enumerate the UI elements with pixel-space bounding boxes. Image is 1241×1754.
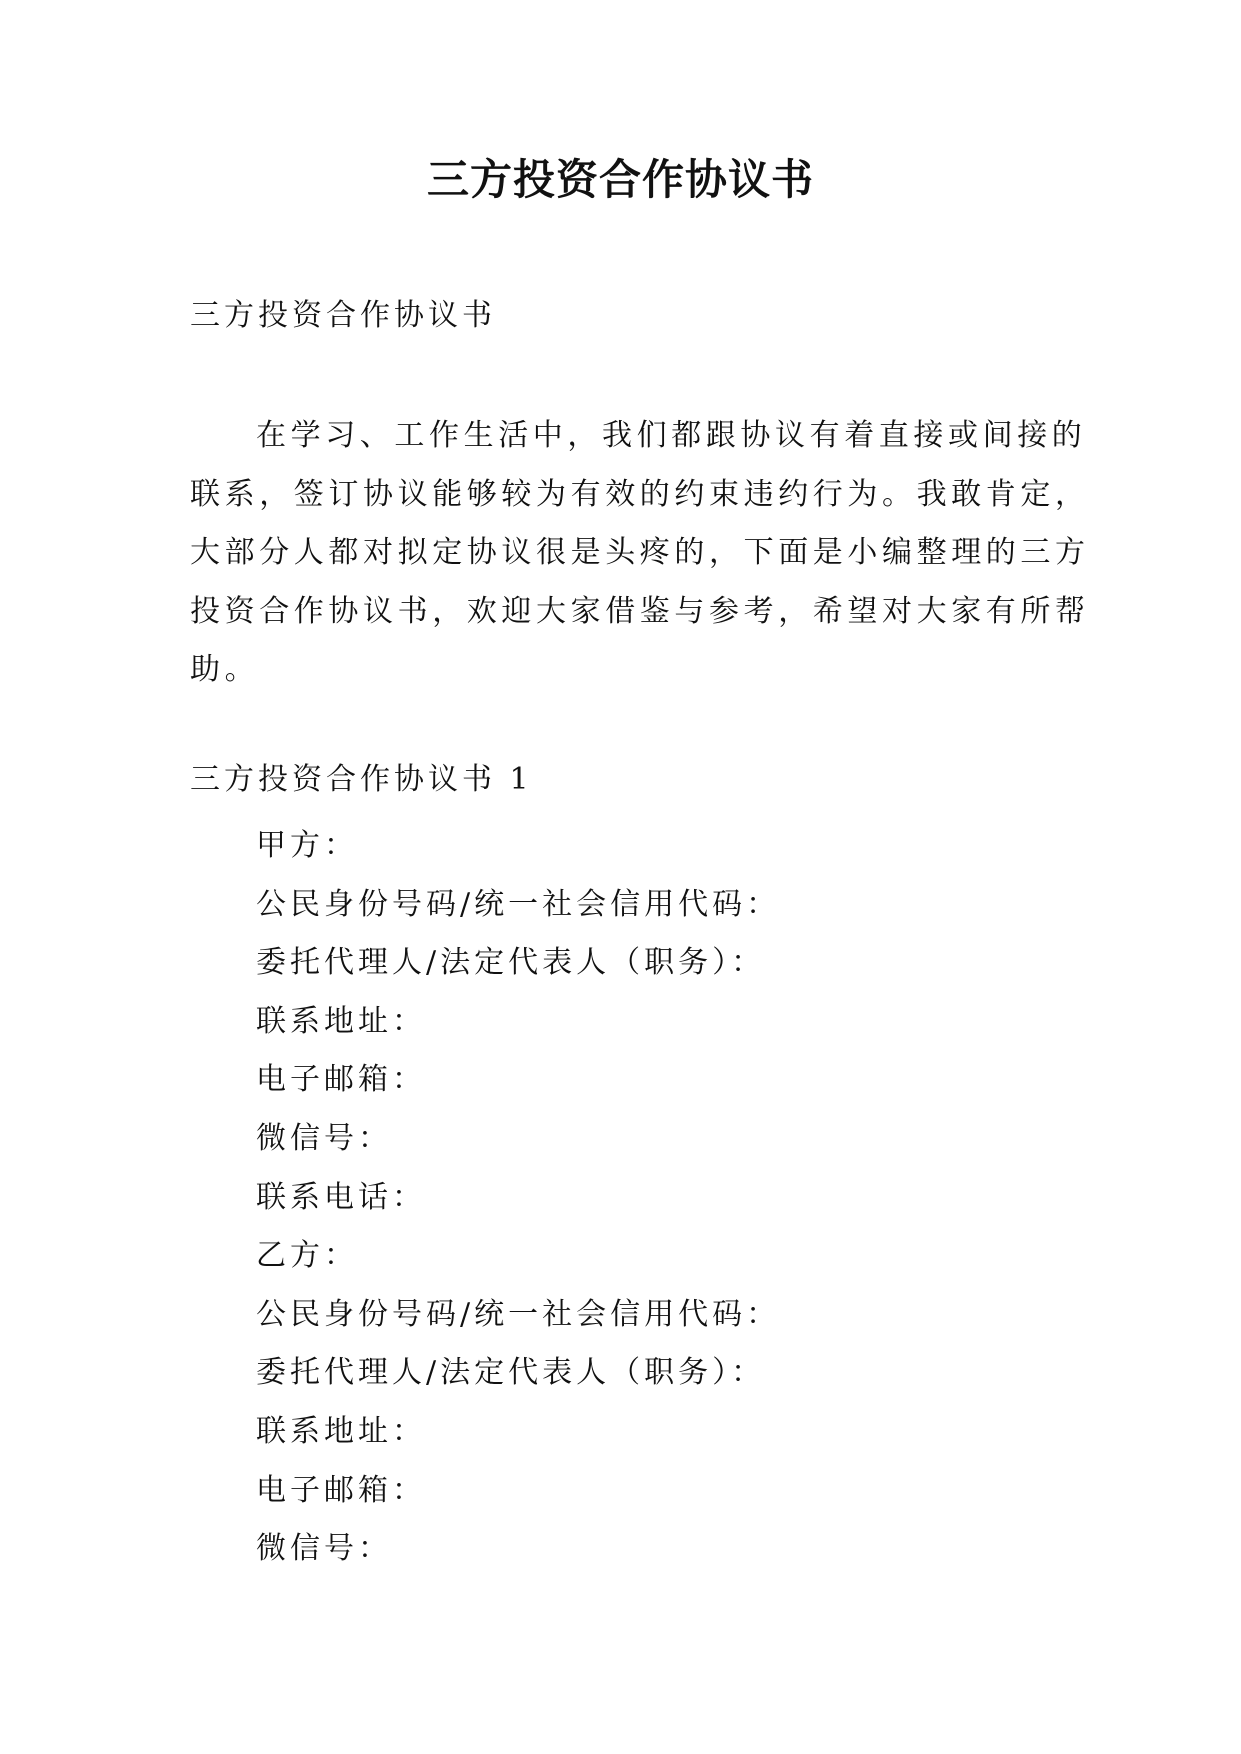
intro-line: 联系，签订协议能够较为有效的约束违约行为。我敢肯定， — [190, 476, 1090, 512]
section-heading: 三方投资合作协议书 1 — [190, 762, 533, 797]
field-wechat: 微信号： — [256, 1531, 392, 1567]
party-fields-list — [256, 817, 780, 1579]
field-wechat: 微信号： — [256, 1120, 392, 1156]
field-id-number: 公民身份号码/统一社会信用代码： — [256, 886, 781, 922]
field-party-a: 甲方： — [256, 828, 358, 863]
field-address: 联系地址： — [256, 1413, 426, 1449]
field-party-b: 乙方： — [256, 1238, 358, 1274]
field-phone: 联系电话： — [256, 1179, 426, 1215]
field-email: 电子邮箱： — [256, 1472, 426, 1508]
intro-line: 助。 — [190, 652, 260, 687]
document-title: 三方投资合作协议书 — [426, 155, 814, 204]
field-address: 联系地址： — [256, 1003, 426, 1039]
document-subtitle: 三方投资合作协议书 — [190, 298, 496, 333]
intro-line: 投资合作协议书，欢迎大家借鉴与参考，希望对大家有所帮 — [190, 593, 1090, 629]
field-representative: 委托代理人/法定代表人（职务）： — [256, 1355, 766, 1391]
intro-paragraph — [190, 407, 1090, 700]
field-representative: 委托代理人/法定代表人（职务）： — [256, 945, 766, 981]
intro-line: 在学习、工作生活中，我们都跟协议有着直接或间接的 — [256, 418, 1087, 453]
field-email: 电子邮箱： — [256, 1062, 426, 1098]
intro-line: 大部分人都对拟定协议很是头疼的，下面是小编整理的三方 — [190, 535, 1090, 570]
field-id-number: 公民身份号码/统一社会信用代码： — [256, 1296, 781, 1332]
